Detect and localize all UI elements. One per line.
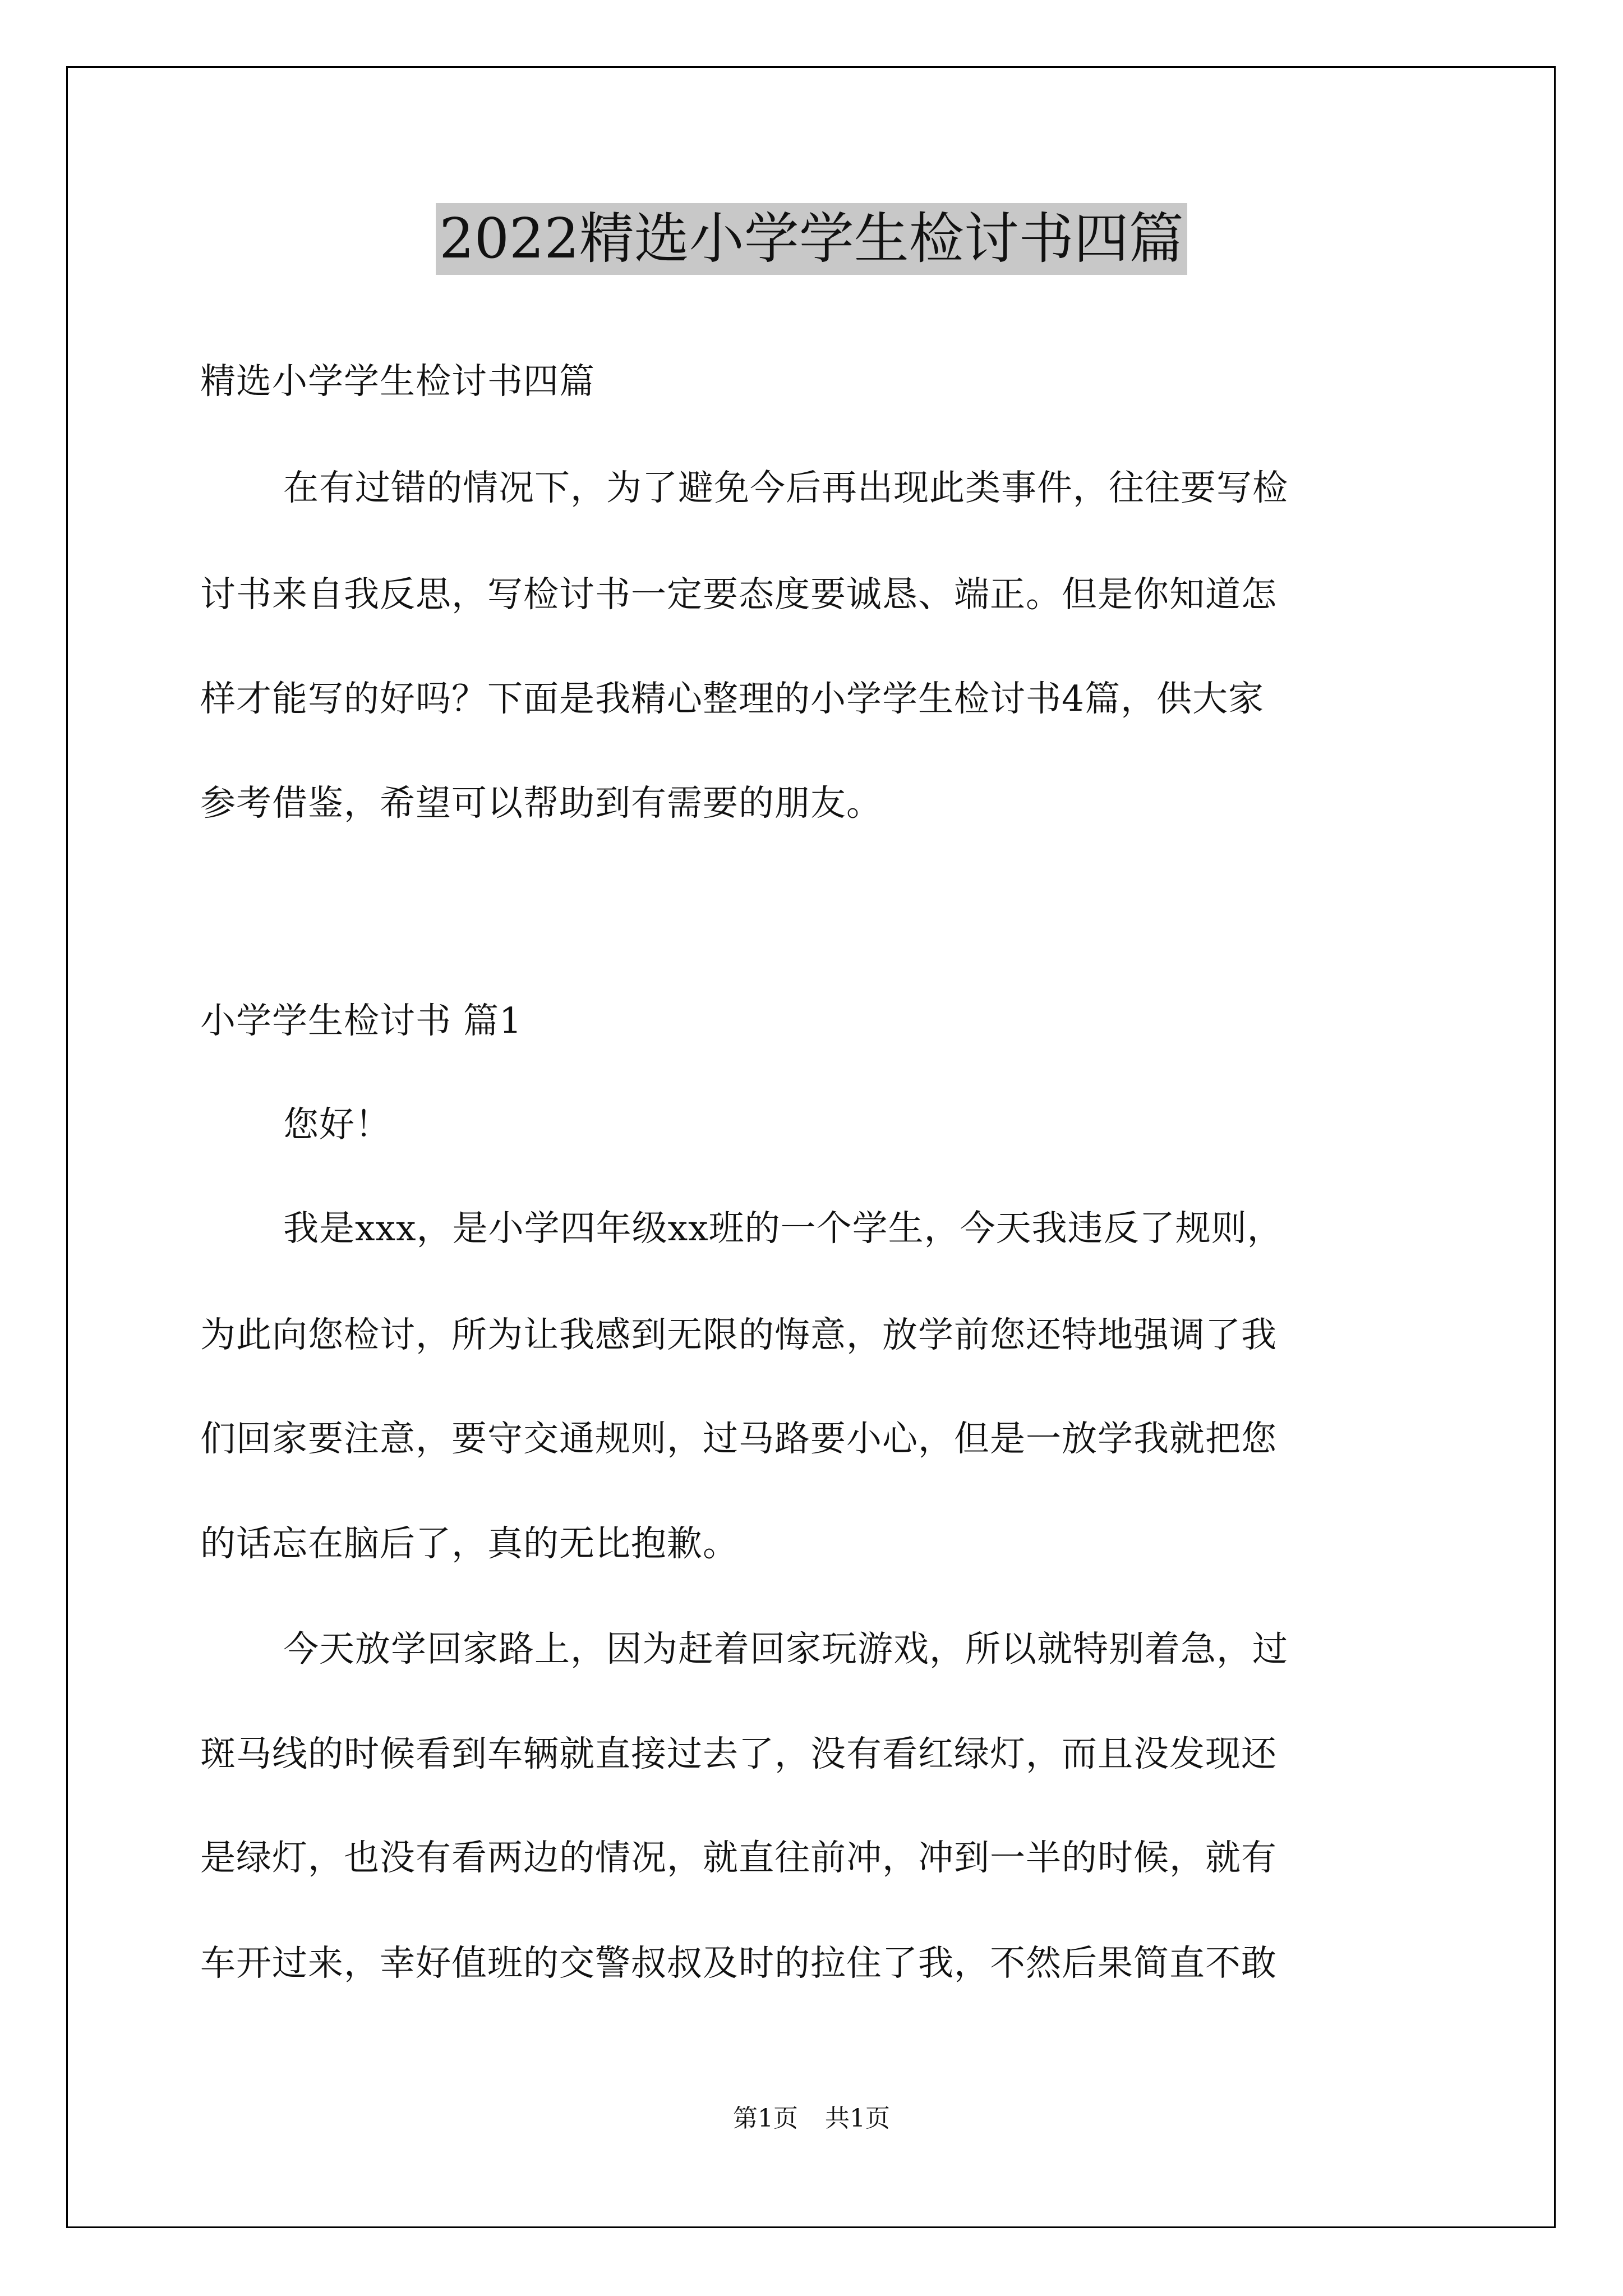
title-container <box>0 203 1623 275</box>
paragraph1-line-1: 我是xxx，是小学四年级xx班的一个学生，今天我违反了规则， <box>283 1208 1283 1249</box>
paragraph2-line-1: 今天放学回家路上，因为赶着回家玩游戏，所以就特别着急，过 <box>283 1628 1288 1669</box>
paragraph1-line-2: 为此向您检讨，所为让我感到无限的悔意，放学前您还特地强调了我 <box>200 1314 1277 1355</box>
paragraph1-line-3: 们回家要注意，要守交通规则，过马路要小心，但是一放学我就把您 <box>200 1418 1277 1459</box>
page-current: 第1页 <box>733 2104 798 2133</box>
intro-line-2: 讨书来自我反思，写检讨书一定要态度要诚恳、端正。但是你知道怎 <box>200 574 1277 615</box>
intro-line-3: 样才能写的好吗？下面是我精心整理的小学学生检讨书4篇，供大家 <box>200 678 1265 719</box>
paragraph2-line-4: 车开过来，幸好值班的交警叔叔及时的拉住了我，不然后果简直不敢 <box>200 1943 1277 1984</box>
greeting: 您好！ <box>283 1104 391 1145</box>
document-title: 2022精选小学学生检讨书四篇 <box>436 203 1187 275</box>
intro-line-1: 在有过错的情况下，为了避免今后再出现此类事件，往往要写检 <box>283 467 1288 508</box>
paragraph1-line-4: 的话忘在脑后了，真的无比抱歉。 <box>200 1523 739 1564</box>
paragraph2-line-3: 是绿灯，也没有看两边的情况，就直往前冲，冲到一半的时候，就有 <box>200 1837 1277 1878</box>
document-subtitle: 精选小学学生检讨书四篇 <box>200 361 595 402</box>
section-heading: 小学学生检讨书 篇1 <box>200 1000 523 1041</box>
paragraph2-line-2: 斑马线的时候看到车辆就直接过去了，没有看红绿灯，而且没发现还 <box>200 1733 1277 1774</box>
page-footer <box>0 2103 1623 2134</box>
intro-line-4: 参考借鉴，希望可以帮助到有需要的朋友。 <box>200 783 882 823</box>
page-total: 共1页 <box>825 2104 890 2133</box>
